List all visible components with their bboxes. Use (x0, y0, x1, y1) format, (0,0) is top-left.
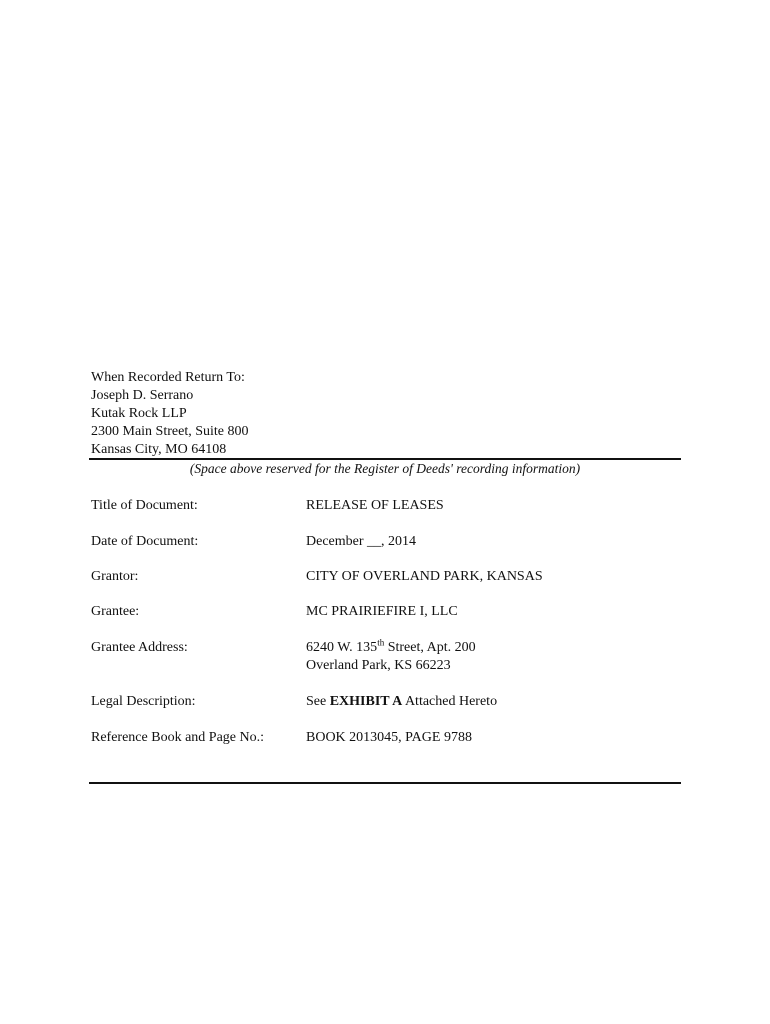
bottom-divider (89, 782, 681, 784)
return-firm: Kutak Rock LLP (91, 406, 187, 421)
reference-book-page-label: Reference Book and Page No.: (91, 730, 264, 745)
grantee-address-line2: Overland Park, KS 66223 (306, 658, 451, 673)
legal-description-suffix: Attached Hereto (402, 694, 498, 709)
legal-description-prefix: See (306, 694, 330, 709)
reference-book-page-value: BOOK 2013045, PAGE 9788 (306, 730, 472, 745)
title-of-document-value: RELEASE OF LEASES (306, 498, 444, 513)
grantee-address-value (306, 639, 476, 675)
legal-description-label: Legal Description: (91, 694, 196, 709)
date-of-document-value: December __, 2014 (306, 534, 417, 549)
legal-description-value (306, 693, 497, 711)
return-name: Joseph D. Serrano (91, 388, 194, 403)
return-street: 2300 Main Street, Suite 800 (91, 424, 249, 439)
grantee-address-street-rest: Street, Apt. 200 (384, 640, 476, 655)
grantee-address-line1 (306, 637, 476, 655)
date-of-document-label: Date of Document: (91, 534, 199, 549)
return-address-block (91, 369, 249, 459)
grantor-label: Grantor: (91, 569, 139, 584)
grantee-label: Grantee: (91, 604, 140, 619)
title-of-document-label: Title of Document: (91, 498, 198, 513)
return-heading: When Recorded Return To: (91, 370, 245, 385)
grantee-address-street-number: 6240 W. 135 (306, 640, 378, 655)
grantee-address-label: Grantee Address: (91, 640, 188, 655)
grantee-value: MC PRAIRIEFIRE I, LLC (306, 604, 458, 619)
grantor-value: CITY OF OVERLAND PARK, KANSAS (306, 569, 543, 584)
top-divider (89, 458, 681, 460)
exhibit-reference: EXHIBIT A (329, 694, 403, 709)
reserved-space-note: (Space above reserved for the Register of Deeds' recording information) (189, 461, 581, 476)
return-city-state-zip: Kansas City, MO 64108 (91, 442, 227, 457)
grantee-address-ordinal: th (377, 637, 385, 648)
